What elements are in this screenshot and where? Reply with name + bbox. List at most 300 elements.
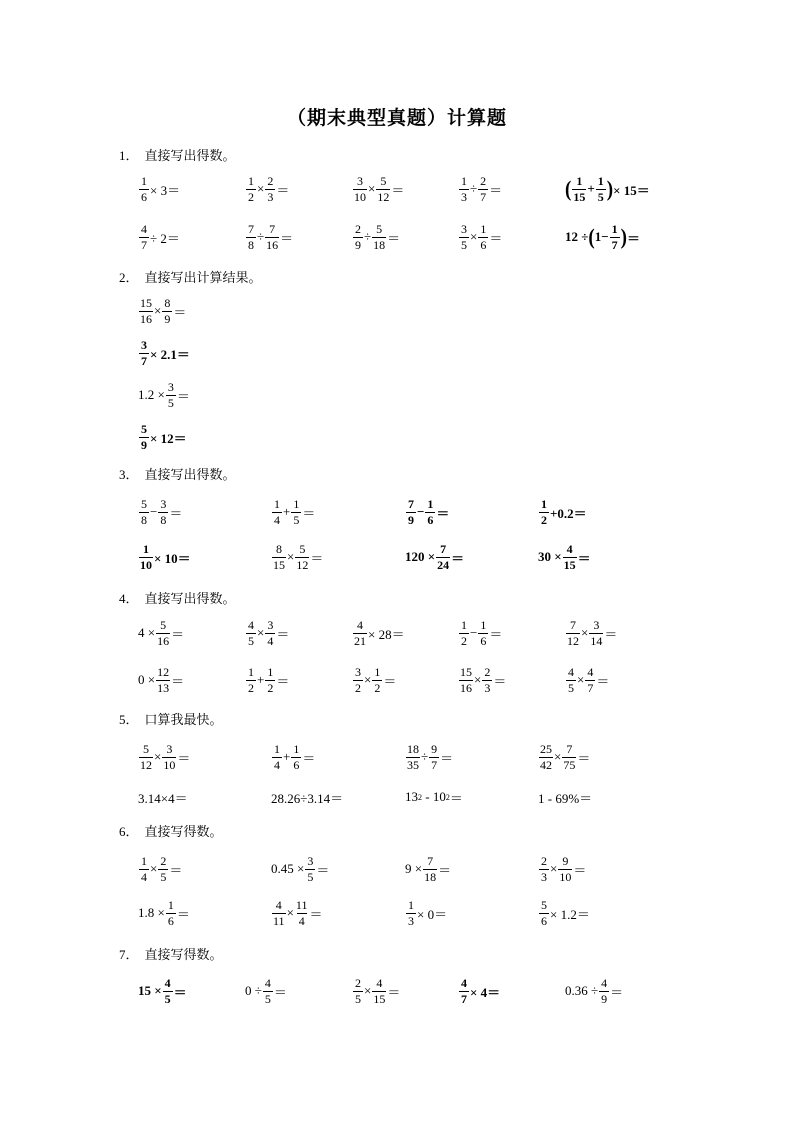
exercise (405, 490, 449, 534)
denominator: 24 (437, 557, 450, 572)
numerator: 1 (576, 173, 583, 188)
numerator: 1 (541, 496, 547, 511)
expression-text: ＝ (171, 626, 185, 642)
expression-text: ＝ (309, 906, 323, 922)
expression-text: 0.45 × (271, 861, 305, 876)
denominator: 7 (461, 991, 467, 1006)
numerator: 2 (267, 173, 274, 188)
expression-text: ÷ 2＝ (150, 230, 180, 246)
denominator: 75 (563, 757, 576, 772)
fraction (589, 619, 603, 648)
denominator: 3 (541, 869, 547, 884)
exercise (565, 969, 623, 1013)
exercise (138, 167, 180, 211)
numerator: 7 (248, 221, 254, 236)
expression-text: ＝ (489, 182, 503, 198)
denominator: 18 (424, 869, 437, 884)
numerator: 1 (597, 173, 604, 188)
numerator: 1 (143, 541, 149, 556)
fraction (158, 855, 168, 884)
fraction (596, 175, 606, 204)
fraction (459, 619, 469, 648)
expression-text: ＝ (276, 626, 290, 642)
exercise (138, 289, 186, 333)
denominator: 5 (167, 395, 174, 410)
fraction (265, 223, 279, 252)
exercise (458, 167, 502, 211)
exercise (245, 658, 289, 702)
numerator: 1 (274, 496, 280, 511)
numerator: 5 (143, 741, 149, 756)
expression-text: × (150, 861, 158, 876)
expression-text: ＝ (387, 230, 401, 246)
exercise (538, 490, 587, 534)
denominator: 2 (461, 633, 467, 648)
exponent: 2 (445, 792, 450, 802)
expression-text: ÷ (257, 229, 265, 244)
expression-text: × (364, 983, 372, 998)
numerator: 4 (357, 617, 363, 632)
numerator: 8 (276, 541, 282, 556)
exercise (271, 490, 315, 534)
expression-text: ＝ (489, 626, 503, 642)
numerator: 25 (540, 741, 552, 756)
fraction (372, 223, 386, 252)
numerator: 3 (357, 173, 363, 188)
denominator: 5 (164, 991, 171, 1006)
denominator: 2 (541, 512, 547, 527)
denominator: 8 (160, 512, 167, 527)
expression-text: ＝ (176, 906, 190, 922)
fraction (572, 175, 586, 204)
numerator: 3 (307, 853, 314, 868)
denominator: 5 (264, 991, 271, 1006)
fraction (166, 381, 176, 410)
expression-text: × 28＝ (368, 626, 405, 642)
fraction (406, 743, 420, 772)
expression-text: 1 - 69%＝ (538, 790, 593, 806)
denominator: 12 (377, 189, 390, 204)
fraction (246, 619, 256, 648)
denominator: 9 (164, 311, 171, 326)
expression-text: + (283, 749, 291, 764)
fraction (162, 743, 176, 772)
expression-text: ＝ (573, 862, 587, 878)
expression-text: 1− (594, 229, 609, 244)
expression-text: × (554, 749, 562, 764)
expression-text: ＝ (177, 750, 191, 766)
fraction (265, 175, 275, 204)
fraction (139, 855, 149, 884)
section-title: 直接写得数。 (144, 947, 223, 962)
expression-text: ＝ (449, 790, 463, 806)
denominator: 10 (163, 757, 176, 772)
expression-text: × 10＝ (154, 550, 191, 566)
denominator: 7 (611, 237, 618, 252)
fraction (372, 977, 386, 1006)
exercise (271, 535, 323, 579)
denominator: 15 (273, 557, 285, 572)
denominator: 8 (248, 237, 254, 252)
fraction (295, 543, 309, 572)
section-title: 直接写得数。 (144, 824, 223, 839)
numerator: 4 (376, 975, 383, 990)
numerator: 1 (141, 853, 147, 868)
exercise (138, 969, 187, 1013)
exercise (352, 167, 404, 211)
expression-text: × (154, 303, 162, 318)
fraction (272, 899, 286, 928)
expression-text: 13 (405, 789, 418, 804)
numerator: 1 (480, 221, 487, 236)
expression-text: × (286, 905, 294, 920)
numerator: 4 (264, 975, 271, 990)
exercise (138, 611, 184, 655)
numerator: 1 (480, 617, 487, 632)
exercise (271, 735, 315, 779)
section-number: 5． (119, 712, 139, 727)
exercise (405, 847, 451, 891)
numerator: 4 (248, 617, 254, 632)
expression-text: ＝ (173, 984, 187, 1000)
page-title: （期末典型真题）计算题 (286, 108, 507, 129)
expression-text: 28.26÷3.14＝ (271, 790, 344, 806)
section-heading-4 (119, 588, 236, 607)
numerator: 15 (140, 295, 152, 310)
fraction (423, 855, 437, 884)
expression-text: ＝ (577, 750, 591, 766)
expression-text: ＝ (169, 862, 183, 878)
denominator: 5 (597, 189, 604, 204)
expression-text: ＝ (169, 505, 183, 521)
expression-text: ÷ (364, 229, 372, 244)
expression-text: × (364, 672, 372, 687)
expression-text: 0.36 ÷ (565, 983, 599, 998)
denominator: 5 (293, 512, 300, 527)
denominator: 5 (355, 991, 361, 1006)
denominator: 9 (601, 991, 608, 1006)
fraction (478, 619, 488, 648)
fraction (295, 899, 309, 928)
numerator: 2 (484, 664, 491, 679)
fraction (305, 855, 315, 884)
fraction (459, 666, 473, 695)
fraction (599, 977, 609, 1006)
section-number: 4． (119, 591, 139, 606)
exercise (352, 969, 400, 1013)
fraction (139, 223, 149, 252)
numerator: 1 (408, 897, 414, 912)
fraction (246, 666, 256, 695)
numerator: 1 (293, 741, 300, 756)
exercise (138, 535, 191, 579)
expression-text: ＝ (173, 304, 187, 320)
denominator: 6 (141, 189, 147, 204)
numerator: 3 (166, 741, 173, 756)
exercise (565, 611, 617, 655)
numerator: 5 (376, 221, 383, 236)
section-heading-3 (119, 464, 236, 483)
denominator: 10 (140, 557, 152, 572)
denominator: 5 (461, 237, 467, 252)
numerator: 1 (427, 496, 434, 511)
expression-text: × 2.1＝ (150, 346, 190, 362)
expression-text: ＝ (310, 550, 324, 566)
numerator: 1 (461, 173, 467, 188)
exercise (565, 215, 640, 259)
exercise (245, 969, 287, 1013)
numerator: 5 (141, 496, 147, 511)
fraction (539, 855, 549, 884)
denominator: 7 (141, 353, 147, 368)
denominator: 6 (167, 913, 174, 928)
fraction (478, 223, 488, 252)
numerator: 7 (269, 221, 276, 236)
denominator: 10 (559, 869, 572, 884)
numerator: 1 (267, 664, 274, 679)
fraction (162, 297, 172, 326)
fraction (263, 977, 273, 1006)
section-number: 7． (119, 947, 139, 962)
fraction (459, 223, 469, 252)
expression-text: × 3＝ (150, 182, 181, 198)
denominator: 4 (141, 869, 147, 884)
exercise (458, 969, 500, 1013)
expression-text: − (470, 625, 478, 640)
fraction (272, 498, 282, 527)
expression-text: ÷ (470, 181, 478, 196)
exercise (538, 891, 590, 935)
fraction (558, 855, 572, 884)
denominator: 9 (408, 512, 414, 527)
denominator: 9 (141, 437, 147, 452)
fraction (265, 619, 275, 648)
numerator: 4 (275, 897, 282, 912)
expression-text: ＝ (176, 388, 190, 404)
numerator: 5 (380, 173, 387, 188)
fraction (436, 543, 450, 572)
fraction (585, 666, 595, 695)
fraction (265, 666, 275, 695)
expression-text: × (257, 181, 265, 196)
expression-text: ＝ (451, 550, 465, 566)
exercise (138, 891, 190, 935)
expression-text: ＝ (280, 230, 294, 246)
numerator: 1 (141, 173, 147, 188)
numerator: 1 (374, 664, 381, 679)
exercise (271, 775, 343, 819)
fraction (139, 743, 153, 772)
fraction (163, 977, 173, 1006)
expression-text: ÷ (421, 749, 429, 764)
expression-text: 30 × (538, 549, 562, 564)
expression-text: × 15＝ (613, 182, 650, 198)
denominator: 4 (267, 633, 274, 648)
numerator: 4 (164, 975, 171, 990)
numerator: 7 (408, 496, 414, 511)
denominator: 12 (567, 633, 579, 648)
numerator: 4 (568, 664, 574, 679)
fraction (425, 498, 435, 527)
numerator: 5 (141, 421, 147, 436)
expression-text: × 1.2＝ (550, 906, 590, 922)
fraction (139, 339, 149, 368)
fraction (372, 666, 382, 695)
fraction (139, 423, 149, 452)
expression-text: ＝ (604, 626, 618, 642)
parenthesis: ) (620, 224, 627, 250)
denominator: 35 (407, 757, 419, 772)
exercise (458, 611, 502, 655)
denominator: 16 (140, 311, 152, 326)
numerator: 8 (164, 295, 171, 310)
numerator: 12 (157, 664, 170, 679)
expression-text: ＝ (302, 505, 316, 521)
expression-text: ＝ (577, 550, 591, 566)
fraction (139, 498, 149, 527)
exercise (405, 891, 447, 935)
fraction (376, 175, 390, 204)
expression-text: − (150, 504, 158, 519)
numerator: 7 (566, 741, 573, 756)
denominator: 21 (354, 633, 366, 648)
exercise (458, 658, 506, 702)
expression-text: 9 × (405, 861, 423, 876)
fraction (566, 619, 580, 648)
numerator: 15 (460, 664, 472, 679)
parenthesis: ) (606, 176, 614, 202)
expression-text: ＝ (391, 182, 405, 198)
denominator: 2 (267, 680, 274, 695)
exercise (352, 611, 405, 655)
numerator: 1 (248, 664, 254, 679)
denominator: 2 (374, 680, 381, 695)
expression-text: 15 × (138, 983, 162, 998)
numerator: 7 (427, 853, 434, 868)
fraction (156, 666, 170, 695)
numerator: 2 (160, 853, 167, 868)
exercise (138, 373, 190, 417)
numerator: 3 (141, 337, 147, 352)
denominator: 12 (296, 557, 309, 572)
exercise (538, 775, 592, 819)
denominator: 6 (541, 913, 547, 928)
expression-text: × (581, 625, 589, 640)
denominator: 2 (355, 680, 361, 695)
exercise (138, 658, 184, 702)
denominator: 18 (373, 237, 386, 252)
denominator: 13 (157, 680, 170, 695)
parenthesis: ( (588, 224, 595, 250)
denominator: 16 (266, 237, 279, 252)
denominator: 5 (307, 869, 314, 884)
expression-text: × (257, 625, 265, 640)
denominator: 4 (298, 913, 305, 928)
section-title: 直接写出得数。 (144, 467, 236, 482)
expression-text: + (257, 672, 265, 687)
section-title: 直接写出得数。 (144, 591, 236, 606)
denominator: 4 (274, 757, 280, 772)
section-heading-1 (119, 145, 236, 164)
expression-text: 1.2 × (138, 387, 165, 402)
numerator: 5 (541, 897, 547, 912)
denominator: 15 (573, 189, 586, 204)
expression-text: × 4＝ (470, 984, 501, 1000)
fraction (539, 743, 553, 772)
numerator: 2 (355, 975, 361, 990)
expression-text: × (287, 549, 295, 564)
expression-text: ＝ (383, 673, 397, 689)
fraction (539, 899, 549, 928)
denominator: 15 (563, 557, 576, 572)
exercise (405, 535, 464, 579)
expression-text: × (470, 229, 478, 244)
expression-text: × 12＝ (150, 430, 187, 446)
numerator: 2 (541, 853, 547, 868)
denominator: 3 (461, 189, 467, 204)
expression-text: ＝ (596, 673, 610, 689)
denominator: 3 (408, 913, 414, 928)
numerator: 3 (355, 664, 361, 679)
exercise (405, 775, 463, 819)
expression-text: × (368, 181, 376, 196)
numerator: 3 (593, 617, 600, 632)
expression-text: ＝ (493, 673, 507, 689)
exercise (538, 535, 591, 579)
fraction (272, 543, 286, 572)
fraction (353, 666, 363, 695)
fraction (429, 743, 439, 772)
fraction (291, 498, 301, 527)
expression-text: 12 ÷ (565, 229, 589, 244)
numerator: 1 (274, 741, 280, 756)
denominator: 2 (248, 680, 254, 695)
fraction (406, 899, 416, 928)
exercise (271, 891, 322, 935)
numerator: 7 (570, 617, 576, 632)
expression-text: ＝ (440, 750, 454, 766)
denominator: 7 (141, 237, 147, 252)
section-heading-6 (119, 821, 223, 840)
fraction (139, 543, 153, 572)
expression-text: ＝ (438, 862, 452, 878)
denominator: 6 (293, 757, 300, 772)
exercise (245, 215, 293, 259)
fraction (563, 543, 577, 572)
exercise (138, 490, 182, 534)
fraction (246, 223, 256, 252)
denominator: 12 (140, 757, 152, 772)
exercise (245, 611, 289, 655)
exercise (138, 331, 190, 375)
expression-text: ＝ (302, 750, 316, 766)
fraction (566, 666, 576, 695)
fraction (246, 175, 256, 204)
section-number: 6． (119, 824, 139, 839)
expression-text: × (550, 861, 558, 876)
exercise (565, 167, 650, 211)
numerator: 4 (566, 541, 573, 556)
fraction (272, 743, 282, 772)
exercise (138, 847, 182, 891)
section-heading-2 (119, 267, 262, 286)
fraction (539, 498, 549, 527)
exercise (352, 215, 400, 259)
expression-text: ＝ (436, 505, 450, 521)
denominator: 7 (431, 757, 438, 772)
expression-text: ＝ (171, 673, 185, 689)
expression-text: 4 × (138, 625, 156, 640)
